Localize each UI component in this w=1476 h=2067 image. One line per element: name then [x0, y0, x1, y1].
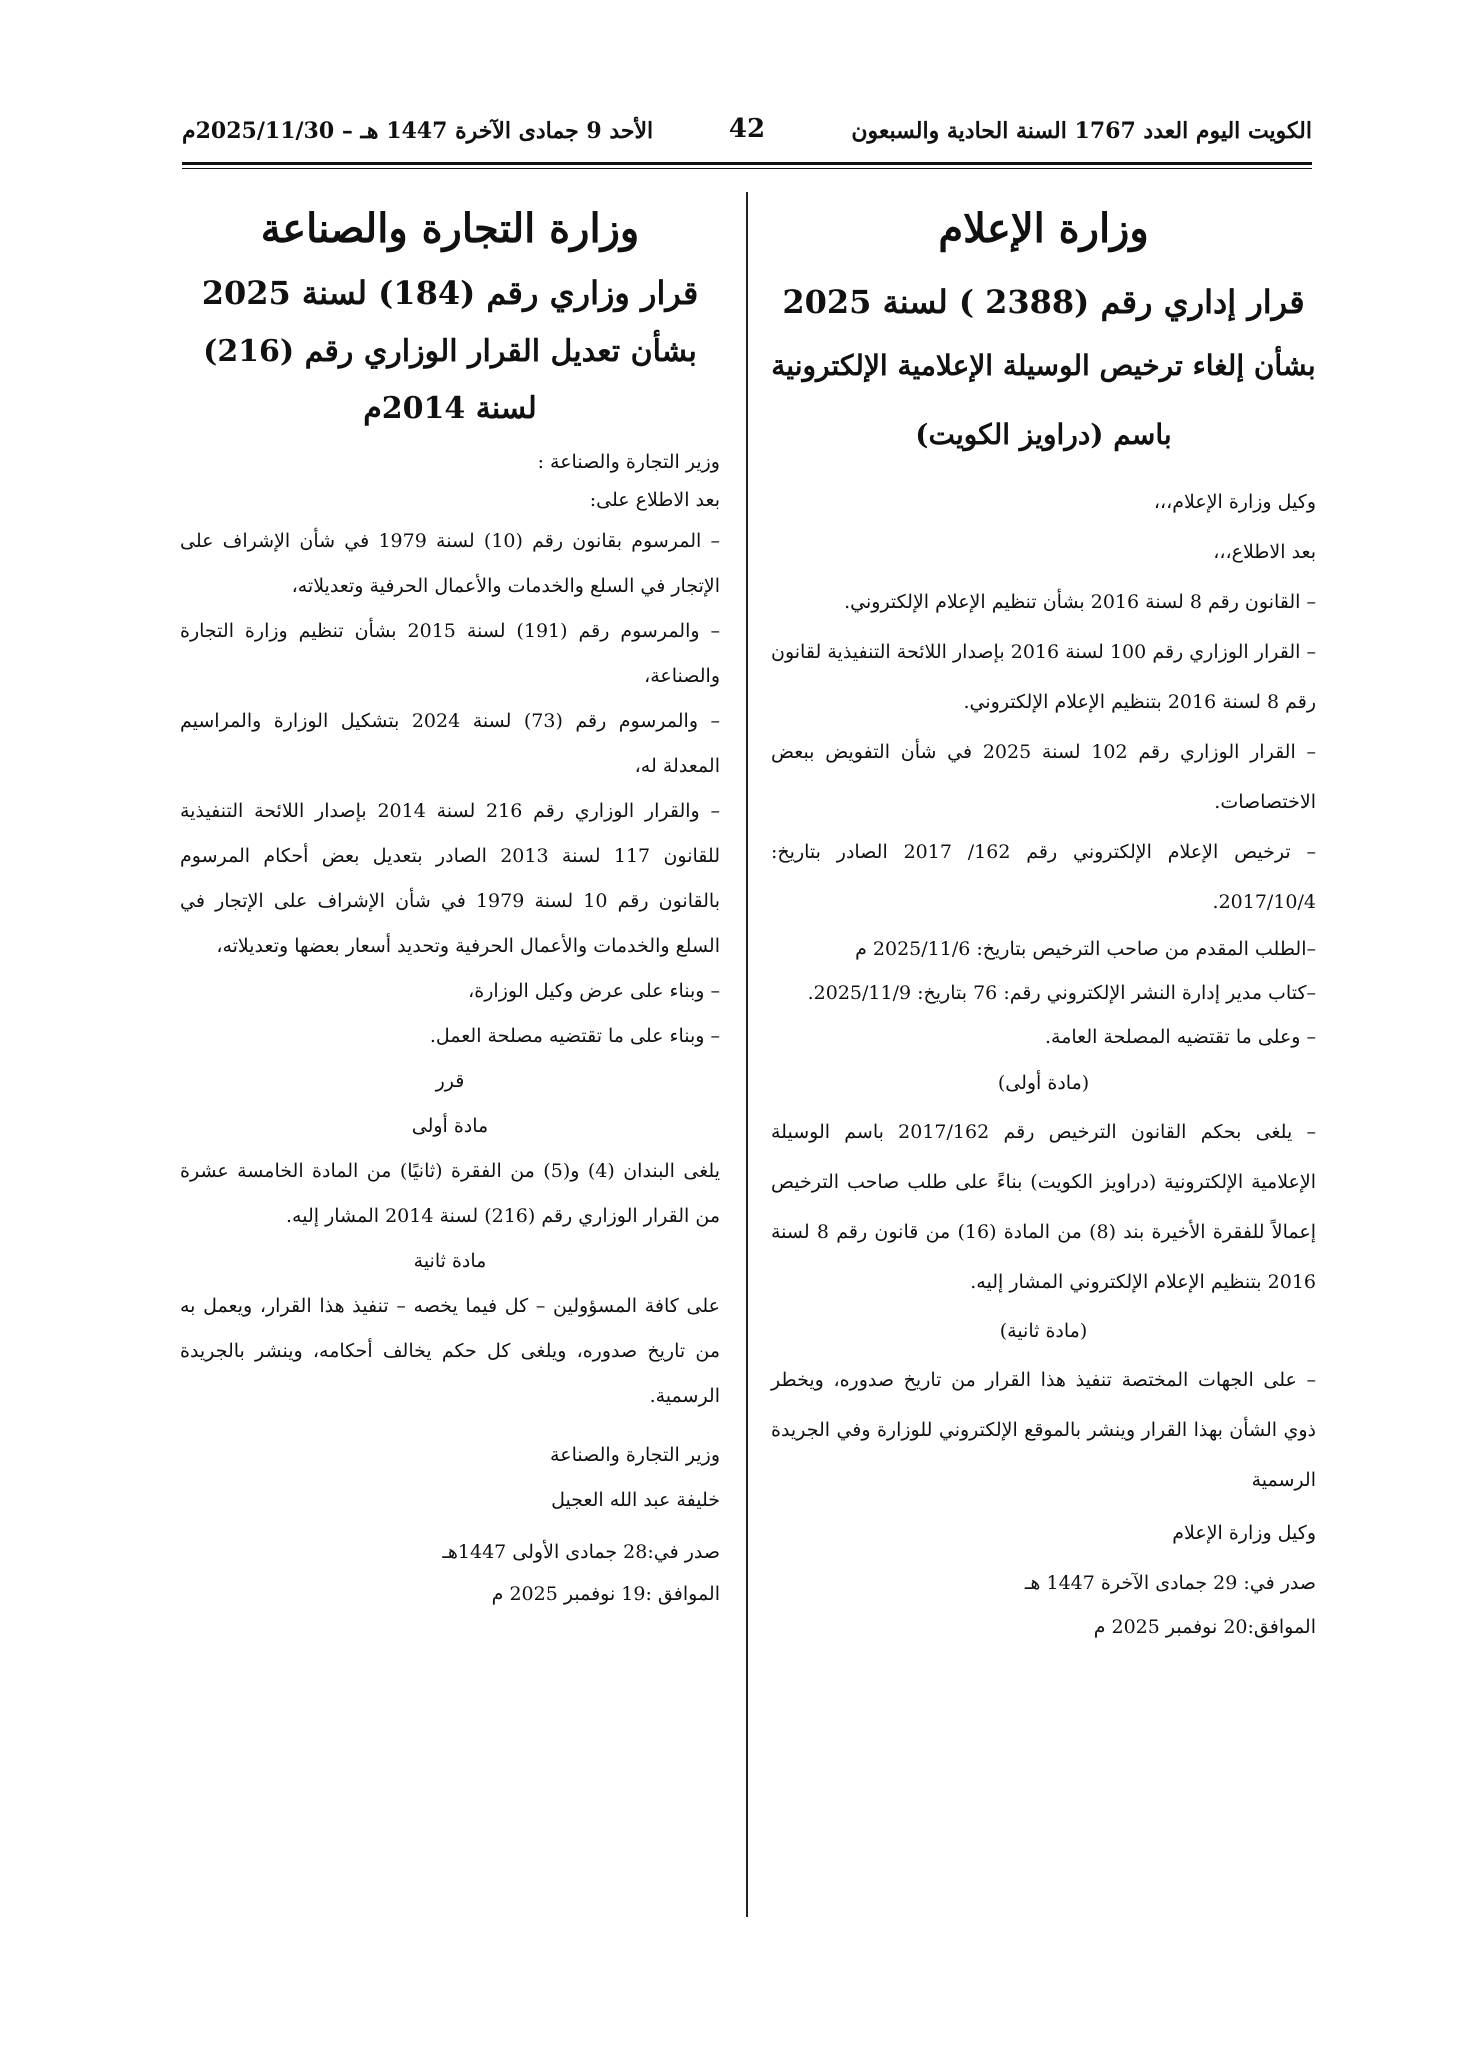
reference-item: – وبناء على عرض وكيل الوزارة،: [468, 980, 720, 1002]
signatory-title: وزير التجارة والصناعة: [550, 1444, 720, 1466]
information-ministry-decision: [771, 205, 1316, 1649]
reference-item: –الطلب المقدم من صاحب الترخيص بتاريخ: 2025/11/6 م: [855, 938, 1316, 960]
reference-item: – القانون رقم 8 لسنة 2016 بشأن تنظيم الإعلام الإلكتروني.: [844, 591, 1316, 613]
decision-subject-year: لسنة 2014م: [363, 391, 537, 426]
article-text: – يلغى بحكم القانون الترخيص رقم 2017/162 باسم الوسيلة الإعلامية الإلكترونية (دراويز الكويت) بناءً على طلب صاحب الترخيص إعمالاً للفقرة الأخيرة بند (8) من المادة (16) من قانون رقم 8 لسنة 2016 بتنظيم الإعلام الإلكتروني المشار إليه.: [771, 1121, 1317, 1293]
column-divider: [746, 192, 748, 1917]
page-header: [182, 114, 1312, 158]
gazette-issue: الكويت اليوم العدد 1767 السنة الحادية والسبعون: [851, 118, 1312, 144]
header-rule-thick: [182, 162, 1312, 165]
issuer: وكيل وزارة الإعلام،،،: [1153, 491, 1316, 513]
decision-word: قرر: [435, 1070, 465, 1092]
preamble: بعد الاطلاع،،،: [1213, 541, 1316, 563]
decision-number: قرار وزاري رقم (184) لسنة 2025: [201, 274, 699, 312]
article-text: يلغى البندان (4) و(5) من الفقرة (ثانيًا) من المادة الخامسة عشرة من القرار الوزاري رقم (216) لسنة 2014 المشار إليه.: [180, 1160, 720, 1227]
decision-subject: بشأن إلغاء ترخيص الوسيلة الإعلامية الإلكترونية: [771, 349, 1316, 382]
decision-subject-name: باسم (دراويز الكويت): [915, 418, 1172, 451]
reference-item: – والمرسوم رقم (73) لسنة 2024 بتشكيل الوزارة والمراسيم المعدلة له،: [180, 710, 720, 777]
reference-item: –كتاب مدير إدارة النشر الإلكتروني رقم: 76 بتاريخ: 2025/11/9.: [807, 982, 1316, 1004]
reference-item: – والقرار الوزاري رقم 216 لسنة 2014 بإصدار اللائحة التنفيذية للقانون 117 لسنة 2013 الصادر بتعديل بعض أحكام المرسوم بالقانون رقم 10 لسنة 1979 في شأن الإشراف على الإتجار في السلع والخدمات والأعمال الحرفية وتحديد أسعار بعضها وتعديلاته،: [180, 800, 720, 957]
reference-item: – وعلى ما تقتضيه المصلحة العامة.: [1044, 1026, 1316, 1048]
issue-date-hijri: صدر في:28 جمادى الأولى 1447هـ: [442, 1541, 720, 1563]
preamble: بعد الاطلاع على:: [589, 489, 720, 511]
article-text: – على الجهات المختصة تنفيذ هذا القرار من تاريخ صدوره، ويخطر ذوي الشأن بهذا القرار وينشر بالموقع الإلكتروني للوزارة وفي الجريدة الرسمية: [771, 1369, 1316, 1491]
issue-date-gregorian: الموافق:20 نوفمبر 2025 م: [1093, 1616, 1316, 1638]
article-heading: مادة أولى: [411, 1115, 489, 1137]
reference-item: – القرار الوزاري رقم 102 لسنة 2025 في شأن التفويض ببعض الاختصاصات.: [771, 741, 1316, 813]
issue-date-hijri: صدر في: 29 جمادى الآخرة 1447 هـ: [1024, 1572, 1316, 1594]
reference-item: – وبناء على ما تقتضيه مصلحة العمل.: [429, 1025, 720, 1047]
commerce-ministry-decision: [180, 205, 720, 1615]
article-heading: (مادة ثانية): [999, 1320, 1088, 1342]
article-heading: (مادة أولى): [997, 1072, 1090, 1094]
reference-item: – القرار الوزاري رقم 100 لسنة 2016 بإصدار اللائحة التنفيذية لقانون رقم 8 لسنة 2016 بتنظيم الإعلام الإلكتروني.: [771, 641, 1316, 713]
issuer: وزير التجارة والصناعة :: [537, 451, 720, 473]
reference-item: – المرسوم بقانون رقم (10) لسنة 1979 في شأن الإشراف على الإتجار في السلع والخدمات والأعمال الحرفية وتعديلاته،: [180, 530, 721, 597]
signature: وكيل وزارة الإعلام: [1172, 1522, 1316, 1544]
header-rule-thin: [182, 168, 1312, 169]
decision-number: قرار إداري رقم (2388 ) لسنة 2025: [782, 283, 1305, 321]
reference-item: – ترخيص الإعلام الإلكتروني رقم 162/ 2017 الصادر بتاريخ: 2017/10/4.: [771, 841, 1316, 913]
article-heading: مادة ثانية: [413, 1250, 487, 1272]
issue-date: الأحد 9 جمادى الآخرة 1447 هـ – 2025/11/30م: [182, 118, 654, 144]
signatory-name: خليفة عبد الله العجيل: [551, 1489, 720, 1511]
issue-date-gregorian: الموافق :19 نوفمبر 2025 م: [491, 1583, 720, 1605]
ministry-title: وزارة التجارة والصناعة: [260, 205, 640, 252]
ministry-title: وزارة الإعلام: [938, 205, 1149, 252]
article-text: على كافة المسؤولين – كل فيما يخصه – تنفيذ هذا القرار، ويعمل به من تاريخ صدوره، ويلغى كل حكم يخالف أحكامه، وينشر بالجريدة الرسمية.: [180, 1295, 720, 1407]
decision-subject: بشأن تعديل القرار الوزاري رقم (216): [203, 334, 697, 369]
reference-item: – والمرسوم رقم (191) لسنة 2015 بشأن تنظيم وزارة التجارة والصناعة،: [180, 620, 720, 687]
page-number: 42: [728, 114, 766, 144]
